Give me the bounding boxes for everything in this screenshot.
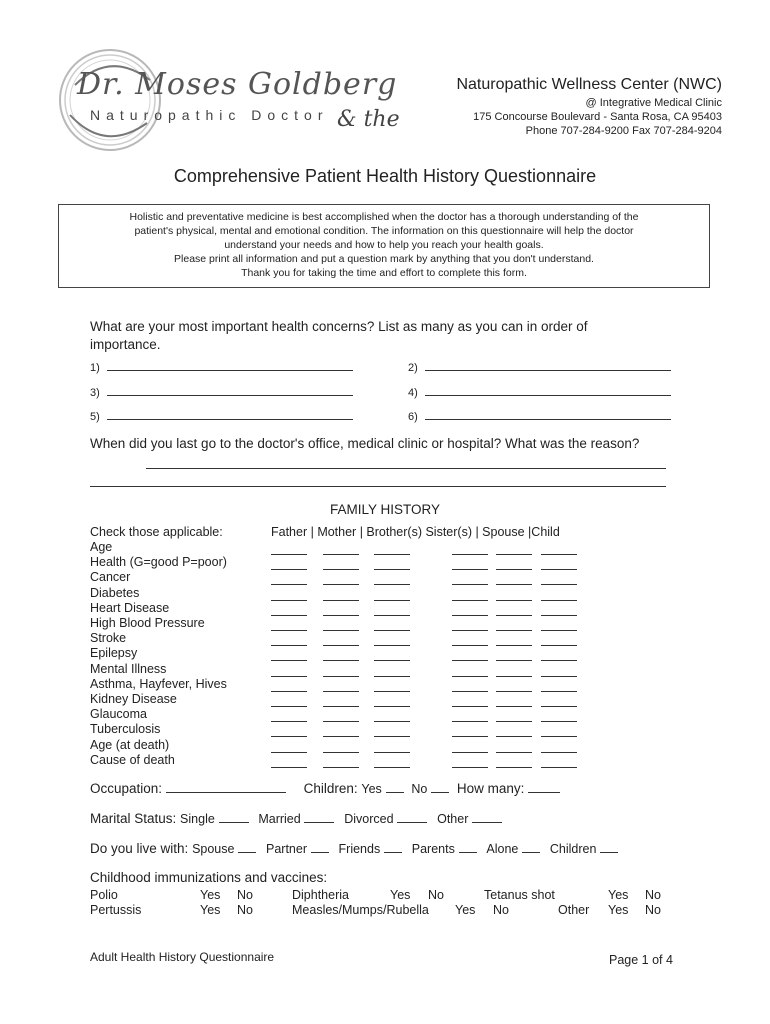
family-cell-field[interactable]	[452, 630, 488, 631]
family-cell-field[interactable]	[452, 676, 488, 677]
clinic-phone: Phone 707-284-9200 Fax 707-284-9204	[525, 125, 722, 137]
family-cell-field[interactable]	[323, 645, 359, 646]
other-no[interactable]: No	[645, 903, 661, 917]
concern-item	[90, 409, 353, 423]
family-cell-field[interactable]	[374, 676, 410, 677]
live-with-option[interactable]: Friends	[338, 842, 381, 856]
marital-option[interactable]: Single	[180, 812, 215, 826]
concern-4-field[interactable]	[425, 385, 671, 396]
family-cell-field[interactable]	[271, 569, 307, 570]
pertussis-no[interactable]: No	[237, 903, 253, 917]
page-title: Comprehensive Patient Health History Questionnaire	[173, 166, 597, 186]
concerns-question: What are your most important health concerns? List as many as you can in order of importance.	[90, 319, 588, 352]
family-cell-field[interactable]	[271, 721, 307, 722]
clinic-affiliation: @ Integrative Medical Clinic	[585, 97, 722, 109]
family-cell-field[interactable]	[323, 767, 359, 768]
intro-box	[58, 204, 710, 288]
family-cell-field[interactable]	[271, 691, 307, 692]
family-cell-field[interactable]	[374, 569, 410, 570]
family-cell-field[interactable]	[374, 615, 410, 616]
family-cell-field[interactable]	[541, 721, 577, 722]
family-cell-field[interactable]	[452, 691, 488, 692]
concern-item	[408, 360, 671, 374]
family-cell-field[interactable]	[323, 691, 359, 692]
family-cell-field[interactable]	[496, 706, 532, 707]
live-with-option[interactable]: Children	[549, 842, 597, 856]
family-cell-field[interactable]	[271, 676, 307, 677]
family-cell-field[interactable]	[323, 721, 359, 722]
measles-label: Measles/Mumps/Rubella	[292, 903, 429, 917]
how-many-field[interactable]	[528, 782, 560, 793]
check-applicable-label: Check those applicable:	[90, 525, 223, 539]
family-cell-field[interactable]	[374, 721, 410, 722]
children-no[interactable]: No	[411, 782, 428, 796]
measles-yes[interactable]: Yes	[455, 903, 476, 917]
family-cell-field[interactable]	[374, 645, 410, 646]
concern-number: 3)	[90, 387, 100, 399]
live-with-field[interactable]	[384, 842, 402, 853]
children-label: Children:	[303, 781, 358, 796]
occupation-row	[90, 781, 560, 796]
doctor-reason-field[interactable]	[146, 468, 666, 469]
family-cell-field[interactable]	[374, 736, 410, 737]
family-cell-field[interactable]	[323, 630, 359, 631]
family-cell-field[interactable]	[452, 721, 488, 722]
family-cell-field[interactable]	[271, 660, 307, 661]
concern-6-field[interactable]	[425, 409, 671, 420]
family-history-title: FAMILY HISTORY	[329, 502, 441, 517]
polio-yes[interactable]: Yes	[200, 888, 221, 902]
family-cell-field[interactable]	[496, 584, 532, 585]
family-cell-field[interactable]	[452, 736, 488, 737]
family-cell-field[interactable]	[452, 752, 488, 753]
family-row-label: Kidney Disease	[90, 692, 177, 706]
family-cell-field[interactable]	[374, 767, 410, 768]
children-yes-field[interactable]	[386, 782, 404, 793]
family-cell-field[interactable]	[271, 600, 307, 601]
family-cell-field[interactable]	[496, 691, 532, 692]
family-cell-field[interactable]	[496, 615, 532, 616]
family-cell-field[interactable]	[271, 736, 307, 737]
live-with-row	[90, 841, 618, 856]
tetanus-label: Tetanus shot	[484, 888, 555, 902]
family-cell-field[interactable]	[452, 584, 488, 585]
family-cell-field[interactable]	[374, 600, 410, 601]
family-cell-field[interactable]	[271, 615, 307, 616]
doctor-reason-field-2[interactable]	[90, 486, 666, 487]
footer-title: Adult Health History Questionnaire	[90, 950, 275, 964]
pertussis-label: Pertussis	[90, 903, 142, 917]
logo-subtitle: Naturopathic Doctor	[90, 107, 329, 123]
family-row-label: Cancer	[90, 570, 131, 585]
concern-item	[408, 385, 671, 399]
family-row-label: Asthma, Hayfever, Hives	[90, 676, 227, 691]
tetanus-yes[interactable]: Yes	[608, 888, 629, 902]
family-cell-field[interactable]	[496, 569, 532, 570]
family-cell-field[interactable]	[323, 569, 359, 570]
measles-no[interactable]: No	[493, 903, 509, 917]
family-cell-field[interactable]	[541, 676, 577, 677]
marital-label: Marital Status:	[90, 811, 177, 826]
diphtheria-no[interactable]: No	[428, 888, 444, 902]
family-row-label: Cause of death	[90, 752, 175, 767]
children-yes[interactable]: Yes	[361, 782, 382, 796]
family-cell-field[interactable]	[452, 569, 488, 570]
family-row-label: Age (at death)	[90, 737, 170, 752]
family-cell-field[interactable]	[541, 767, 577, 768]
family-cell-field[interactable]	[452, 554, 488, 555]
family-cell-field[interactable]	[452, 645, 488, 646]
family-cell-field[interactable]	[323, 736, 359, 737]
family-cell-field[interactable]	[271, 645, 307, 646]
family-cell-field[interactable]	[496, 721, 532, 722]
concern-number: 4)	[408, 387, 418, 399]
family-cell-field[interactable]	[374, 584, 410, 585]
concern-number: 2)	[408, 362, 418, 374]
live-with-field[interactable]	[238, 842, 256, 853]
concern-number: 5)	[90, 411, 100, 423]
occupation-field[interactable]	[166, 782, 286, 793]
marital-field[interactable]	[304, 812, 334, 823]
intro-line: Holistic and preventative medicine is best accomplished when the doctor has a thorough understanding of the	[129, 211, 639, 223]
family-cell-field[interactable]	[541, 691, 577, 692]
family-cell-field[interactable]	[323, 584, 359, 585]
family-cell-field[interactable]	[541, 752, 577, 753]
live-with-field[interactable]	[311, 842, 329, 853]
concern-number: 1)	[90, 362, 100, 374]
live-with-option[interactable]: Parents	[411, 842, 455, 856]
family-cell-field[interactable]	[271, 752, 307, 753]
live-with-option[interactable]: Spouse	[192, 842, 235, 856]
marital-option[interactable]: Divorced	[344, 812, 394, 826]
clinic-name: Naturopathic Wellness Center (NWC)	[456, 76, 722, 93]
live-with-label: Do you live with:	[90, 841, 189, 856]
doctor-question: When did you last go to the doctor's office, medical clinic or hospital? What was the reason?	[90, 436, 640, 451]
family-cell-field[interactable]	[541, 736, 577, 737]
family-cell-field[interactable]	[496, 676, 532, 677]
children-no-field[interactable]	[431, 782, 449, 793]
family-cell-field[interactable]	[496, 752, 532, 753]
family-cell-field[interactable]	[541, 615, 577, 616]
family-cell-field[interactable]	[374, 660, 410, 661]
family-cell-field[interactable]	[496, 554, 532, 555]
page-number: Page 1 of 4	[609, 953, 673, 967]
family-cell-field[interactable]	[541, 660, 577, 661]
marital-field[interactable]	[472, 812, 502, 823]
concern-5-field[interactable]	[107, 409, 353, 420]
how-many-label: How many:	[456, 781, 525, 796]
family-columns-header: Father | Mother | Brother(s) Sister(s) | Spouse |Child	[271, 525, 560, 539]
family-cell-field[interactable]	[452, 767, 488, 768]
family-cell-field[interactable]	[323, 676, 359, 677]
tetanus-no[interactable]: No	[645, 888, 661, 902]
polio-label: Polio	[90, 888, 118, 902]
concern-2-field[interactable]	[425, 360, 671, 371]
family-cell-field[interactable]	[271, 554, 307, 555]
live-with-field[interactable]	[600, 842, 618, 853]
family-row-label: Age	[90, 540, 113, 554]
marital-row	[90, 811, 502, 826]
family-row-label: Heart Disease	[90, 600, 170, 615]
intro-line: Please print all information and put a question mark by anything that you don't understand.	[174, 253, 594, 265]
diphtheria-yes[interactable]: Yes	[390, 888, 411, 902]
family-cell-field[interactable]	[374, 630, 410, 631]
family-cell-field[interactable]	[496, 645, 532, 646]
family-cell-field[interactable]	[374, 691, 410, 692]
family-cell-field[interactable]	[541, 600, 577, 601]
family-cell-field[interactable]	[271, 584, 307, 585]
family-row-label: Tuberculosis	[90, 722, 161, 737]
family-cell-field[interactable]	[541, 554, 577, 555]
family-cell-field[interactable]	[323, 600, 359, 601]
family-cell-field[interactable]	[541, 630, 577, 631]
clinic-address: 175 Concourse Boulevard - Santa Rosa, CA 95403	[473, 111, 722, 123]
logo-name: Dr. Moses Goldberg	[77, 67, 398, 102]
family-row-label: Health (G=good P=poor)	[90, 555, 227, 570]
diphtheria-label: Diphtheria	[292, 888, 349, 902]
family-cell-field[interactable]	[541, 584, 577, 585]
family-row-label: Glaucoma	[90, 707, 147, 722]
family-row-label: Mental Illness	[90, 661, 167, 676]
family-cell-field[interactable]	[374, 752, 410, 753]
family-row-label: Stroke	[90, 631, 127, 646]
concern-item	[90, 385, 353, 399]
other-yes[interactable]: Yes	[608, 903, 629, 917]
marital-option[interactable]: Other	[437, 812, 469, 826]
family-cell-field[interactable]	[496, 600, 532, 601]
family-cell-field[interactable]	[323, 706, 359, 707]
family-cell-field[interactable]	[496, 767, 532, 768]
intro-line: understand your needs and how to help you reach your health goals.	[224, 239, 544, 251]
family-row-label: Diabetes	[90, 585, 140, 600]
occupation-label: Occupation:	[90, 781, 163, 796]
polio-no[interactable]: No	[237, 888, 253, 902]
live-with-option[interactable]: Partner	[266, 842, 307, 856]
family-cell-field[interactable]	[271, 630, 307, 631]
family-cell-field[interactable]	[323, 615, 359, 616]
concern-item	[90, 360, 353, 374]
marital-field[interactable]	[397, 812, 427, 823]
family-cell-field[interactable]	[374, 554, 410, 555]
family-cell-field[interactable]	[323, 660, 359, 661]
marital-field[interactable]	[219, 812, 249, 823]
family-cell-field[interactable]	[452, 600, 488, 601]
concern-3-field[interactable]	[107, 385, 353, 396]
concern-1-field[interactable]	[107, 360, 353, 371]
family-cell-field[interactable]	[323, 752, 359, 753]
immunizations-label: Childhood immunizations and vaccines:	[90, 870, 328, 885]
family-cell-field[interactable]	[271, 706, 307, 707]
marital-option[interactable]: Married	[258, 812, 301, 826]
family-cell-field[interactable]	[271, 767, 307, 768]
family-cell-field[interactable]	[496, 660, 532, 661]
family-cell-field[interactable]	[496, 630, 532, 631]
family-cell-field[interactable]	[374, 706, 410, 707]
intro-line: Thank you for taking the time and effort to complete this form.	[241, 267, 527, 279]
family-cell-field[interactable]	[452, 615, 488, 616]
logo-connector: & the	[337, 107, 400, 132]
concern-number: 6)	[408, 411, 418, 423]
family-cell-field[interactable]	[541, 569, 577, 570]
family-row-label: Epilepsy	[90, 646, 138, 661]
family-cell-field[interactable]	[452, 660, 488, 661]
family-row-label: High Blood Pressure	[90, 616, 205, 630]
pertussis-yes[interactable]: Yes	[200, 903, 221, 917]
logo	[55, 45, 400, 155]
family-cell-field[interactable]	[452, 706, 488, 707]
live-with-field[interactable]	[522, 842, 540, 853]
intro-line: patient's physical, mental and emotional condition. The information on this questionnaire will help the doctor	[134, 225, 634, 237]
concern-item	[408, 409, 671, 423]
family-cell-field[interactable]	[541, 645, 577, 646]
live-with-field[interactable]	[459, 842, 477, 853]
family-cell-field[interactable]	[541, 706, 577, 707]
family-cell-field[interactable]	[496, 736, 532, 737]
other-label: Other	[558, 903, 590, 917]
live-with-option[interactable]: Alone	[486, 842, 519, 856]
family-cell-field[interactable]	[323, 554, 359, 555]
